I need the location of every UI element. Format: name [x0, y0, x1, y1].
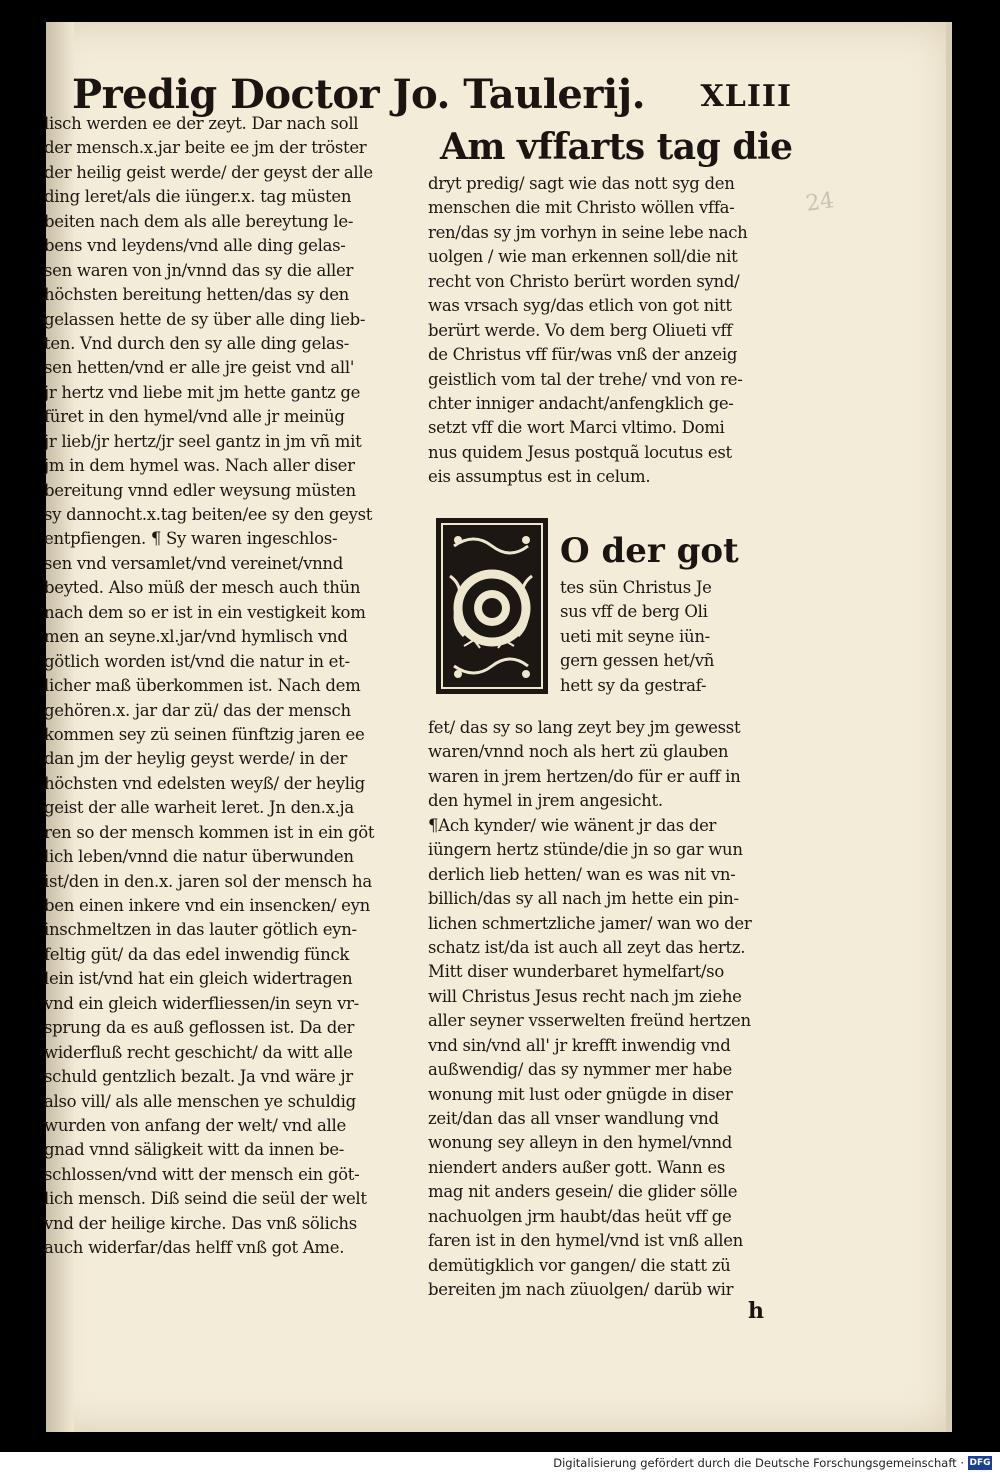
- text-line: gehören.x. jar dar zü/ das der mensch: [44, 700, 351, 720]
- text-line: feltig güt/ da das edel inwendig fünck: [44, 944, 350, 964]
- text-line: vnd sin/vnd all' jr krefft inwendig vnd: [428, 1035, 731, 1055]
- summary-line: was vrsach syg/das etlich von got nitt: [428, 296, 732, 316]
- text-line: waren/vnnd noch als hert zü glauben: [428, 742, 729, 762]
- summary-line: ren/das sy jm vorhyn in seine lebe nach: [428, 222, 748, 242]
- text-line: ueti mit seyne iün-: [560, 626, 710, 646]
- text-line: also vill/ als alle menschen ye schuldig: [44, 1091, 356, 1111]
- text-line: bens vnd leydens/vnd alle ding gelas-: [44, 236, 346, 256]
- text-line: vnd ein gleich widerfliessen/in seyn vr-: [44, 993, 359, 1013]
- text-line: ist/den in den.x. jaren sol der mensch ha: [44, 871, 372, 891]
- page-edge: [946, 22, 952, 1432]
- text-line: lichen schmertzliche jamer/ wan wo der: [428, 913, 752, 933]
- text-line: jm in dem hymel was. Nach aller diser: [44, 456, 355, 476]
- text-line: mag nit anders gesein/ die glider sölle: [428, 1182, 738, 1202]
- text-line: gnad vnnd säligkeit witt da innen be-: [44, 1140, 345, 1160]
- text-line: jr lieb/jr hertz/jr seel gantz in jm vñ mit: [44, 431, 362, 451]
- summary-line: eis assumptus est in celum.: [428, 467, 651, 487]
- text-line: außwendig/ das sy nymmer mer habe: [428, 1060, 732, 1080]
- text-line: inschmeltzen in das lauter götlich eyn-: [44, 920, 357, 940]
- text-line: waren in jrem hertzen/do für er auff in: [428, 766, 741, 786]
- summary-line: nus quidem Jesus postquã locutus est: [428, 442, 732, 462]
- text-line: dan jm der heylig geyst werde/ in der: [44, 749, 347, 769]
- text-line: fet/ das sy so lang zeyt bey jm gewesst: [428, 718, 741, 737]
- text-line: men an seyne.xl.jar/vnd hymlisch vnd: [44, 627, 348, 647]
- text-line: den hymel in jrem angesicht.: [428, 791, 663, 811]
- summary-line: geistlich vom tal der trehe/ vnd von re-: [428, 369, 743, 389]
- text-line: höchsten bereitung hetten/das sy den: [44, 285, 350, 305]
- text-line: vnd der heilige kirche. Das vnß sölichs: [44, 1213, 357, 1233]
- text-line: auch widerfar/das helff vnß got Ame.: [44, 1238, 345, 1258]
- text-line: nachuolgen jrm haubt/das heüt vff ge: [428, 1206, 732, 1226]
- text-line: faren ist in den hymel/vnd ist vnß allen: [428, 1231, 744, 1251]
- summary-line: uolgen / wie man erkennen soll/die nit: [428, 247, 738, 267]
- summary-line: setzt vff die wort Marci vltimo. Domi: [428, 418, 725, 438]
- text-line: ben einen inkere vnd ein insencken/ eyn: [44, 896, 370, 915]
- text-line: hett sy da gestraf-: [560, 675, 707, 695]
- text-line: ding leret/als die iünger.x. tag müsten: [44, 187, 352, 207]
- sermon-body: [428, 716, 808, 1303]
- summary-line: menschen die mit Christo wöllen vffa-: [428, 198, 735, 218]
- decorated-initial: [434, 516, 550, 696]
- text-line: gelassen hette de sy über alle ding lieb-: [44, 309, 366, 329]
- summary-line: de Christus vff für/was vnß der anzeig: [428, 345, 738, 365]
- dfg-logo-icon: DFG: [969, 1458, 991, 1468]
- text-line: der mensch.x.jar beite ee jm der tröster: [44, 138, 367, 158]
- text-line: beiten nach dem als alle bereytung le-: [44, 211, 354, 231]
- text-line: jr hertz vnd liebe mit jm hette gantz ge: [44, 382, 361, 402]
- text-line: gern gessen het/vñ: [560, 651, 715, 671]
- text-line: aller seyner vsserwelten freünd hertzen: [428, 1011, 751, 1031]
- summary-line: recht von Christo berürt worden synd/: [428, 271, 740, 291]
- text-line: sen vnd versamlet/vnd vereinet/vnnd: [44, 553, 344, 573]
- text-line: ren so der mensch kommen ist in ein göt: [44, 822, 375, 842]
- sermon-heading: Am vffarts tag die: [440, 126, 793, 168]
- text-line: sy dannocht.x.tag beiten/ee sy den geyst: [44, 505, 373, 524]
- text-line: will Christus Jesus recht nach jm ziehe: [428, 986, 742, 1006]
- text-line: lich leben/vnnd die natur überwunden: [44, 847, 354, 867]
- text-line: Mitt diser wunderbaret hymelfart/so: [428, 962, 724, 982]
- text-line: licher maß überkommen ist. Nach dem: [44, 676, 361, 696]
- text-line: schatz ist/da ist auch all zeyt das hertz.: [428, 937, 746, 957]
- text-line: götlich worden ist/vnd die natur in et-: [44, 651, 350, 671]
- text-line: nach dem so er ist in ein vestigkeit kom: [44, 602, 366, 622]
- running-header: [72, 58, 792, 118]
- text-line: demütigklich vor gangen/ die statt zü: [428, 1255, 731, 1275]
- text-line: bereitung vnnd edler weysung müsten: [44, 480, 356, 500]
- summary-line: berürt werde. Vo dem berg Oliueti vff: [428, 320, 733, 340]
- text-line: widerfluß recht geschicht/ da witt alle: [44, 1042, 353, 1062]
- text-line: niendert anders außer gott. Wann es: [428, 1157, 725, 1177]
- text-line: bereiten jm nach züuolgen/ darüb wir: [428, 1280, 734, 1300]
- text-line: sen waren von jn/vnnd das sy die aller: [44, 260, 354, 280]
- text-line: höchsten vnd edelsten weyß/ der heylig: [44, 773, 365, 793]
- margin-annotation: 24: [804, 188, 836, 217]
- initial-heading: O der got: [560, 531, 739, 571]
- summary-line: chter inniger andacht/anfengklich ge-: [428, 393, 734, 413]
- text-line: iüngern hertz stünde/die jn so gar wun: [428, 840, 743, 860]
- text-line: wurden von anfang der welt/ vnd alle: [44, 1115, 346, 1135]
- text-line: geist der alle warheit leret. Jn den.x.ja: [44, 798, 354, 818]
- text-line: zeit/dan das all vnser wandlung vnd: [428, 1109, 719, 1128]
- footer-credit: Digitalisierung gefördert durch die Deutsche Forschungsgemeinschaft ·: [553, 1456, 964, 1470]
- text-line: lisch werden ee der zeyt. Dar nach soll: [44, 114, 359, 133]
- text-line: sus vff de berg Oli: [560, 602, 708, 622]
- summary-line: dryt predig/ sagt wie das nott syg den: [428, 174, 735, 193]
- text-line: sen hetten/vnd er alle jre geist vnd all': [44, 358, 355, 378]
- decorated-initial-o-icon: [434, 516, 550, 696]
- text-line: beyted. Also müß der mesch auch thün: [44, 578, 361, 598]
- running-title: Predig Doctor Jo. Taulerij.: [72, 71, 646, 118]
- text-line: wonung mit lust oder gnügde in diser: [428, 1084, 733, 1104]
- initial-side-text: [560, 526, 800, 698]
- text-line: wonung sey alleyn in den hymel/vnnd: [428, 1133, 733, 1153]
- text-line: lich mensch. Diß seind die seül der welt: [44, 1189, 367, 1209]
- text-line: der heilig geist werde/ der geyst der alle: [44, 162, 373, 182]
- text-line: kommen sey zü seinen fünftzig jaren ee: [44, 724, 365, 744]
- text-line: lein ist/vnd hat ein gleich widertragen: [44, 969, 353, 989]
- folio-number: XLIII: [700, 79, 792, 114]
- signature-mark: h: [748, 1298, 764, 1324]
- text-line: sprung da es auß geflossen ist. Da der: [44, 1018, 355, 1038]
- text-line: derlich lieb hetten/ wan es was nit vn-: [428, 864, 736, 884]
- left-column: [44, 112, 454, 1261]
- text-line: füret in den hymel/vnd alle jr meinüg: [44, 407, 345, 427]
- text-line: schuld gentzlich bezalt. Ja vnd wäre jr: [44, 1067, 353, 1087]
- text-line: billich/das sy all nach jm hette ein pin-: [428, 889, 739, 909]
- text-line: entpfiengen. ¶ Sy waren ingeschlos-: [44, 529, 338, 549]
- text-line: ¶Ach kynder/ wie wänent jr das der: [428, 815, 717, 835]
- text-line: schlossen/vnd witt der mensch ein göt-: [44, 1164, 360, 1184]
- sermon-summary: [428, 172, 808, 490]
- text-line: tes sün Christus Je: [560, 578, 712, 597]
- text-line: ten. Vnd durch den sy alle ding gelas-: [44, 333, 350, 353]
